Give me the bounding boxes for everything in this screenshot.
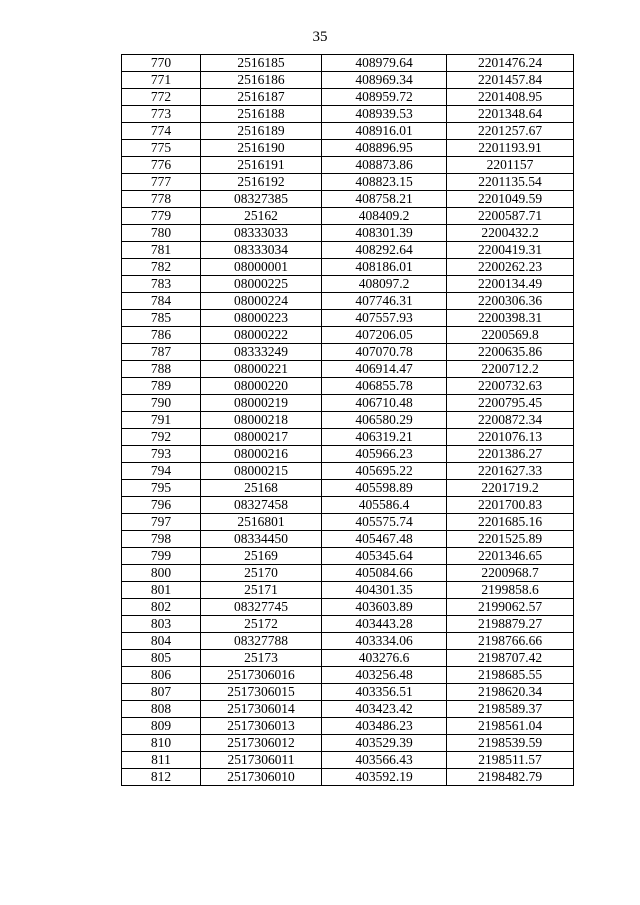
table-row <box>122 344 574 361</box>
x-coordinate-cell: 403443.28 <box>322 616 447 633</box>
point-number-cell: 789 <box>122 378 201 395</box>
point-number-cell: 809 <box>122 718 201 735</box>
point-number-cell: 794 <box>122 463 201 480</box>
point-number-cell: 793 <box>122 446 201 463</box>
table-row <box>122 480 574 497</box>
x-coordinate-cell: 406914.47 <box>322 361 447 378</box>
y-coordinate-cell: 2201049.59 <box>447 191 574 208</box>
y-coordinate-cell: 2200398.31 <box>447 310 574 327</box>
point-number-cell: 774 <box>122 123 201 140</box>
x-coordinate-cell: 403423.42 <box>322 701 447 718</box>
point-id-cell: 08334450 <box>201 531 322 548</box>
x-coordinate-cell: 408186.01 <box>322 259 447 276</box>
x-coordinate-cell: 408969.34 <box>322 72 447 89</box>
table-row <box>122 361 574 378</box>
point-number-cell: 798 <box>122 531 201 548</box>
point-number-cell: 787 <box>122 344 201 361</box>
y-coordinate-cell: 2201525.89 <box>447 531 574 548</box>
x-coordinate-cell: 407746.31 <box>322 293 447 310</box>
y-coordinate-cell: 2201135.54 <box>447 174 574 191</box>
point-number-cell: 807 <box>122 684 201 701</box>
point-number-cell: 781 <box>122 242 201 259</box>
point-number-cell: 772 <box>122 89 201 106</box>
y-coordinate-cell: 2201408.95 <box>447 89 574 106</box>
point-id-cell: 25170 <box>201 565 322 582</box>
point-id-cell: 25171 <box>201 582 322 599</box>
table-row <box>122 429 574 446</box>
y-coordinate-cell: 2200262.23 <box>447 259 574 276</box>
point-id-cell: 2517306010 <box>201 769 322 786</box>
point-number-cell: 785 <box>122 310 201 327</box>
x-coordinate-cell: 406710.48 <box>322 395 447 412</box>
table-row <box>122 548 574 565</box>
point-id-cell: 2517306016 <box>201 667 322 684</box>
point-number-cell: 779 <box>122 208 201 225</box>
table-row <box>122 446 574 463</box>
y-coordinate-cell: 2198685.55 <box>447 667 574 684</box>
table-row <box>122 565 574 582</box>
x-coordinate-cell: 405586.4 <box>322 497 447 514</box>
y-coordinate-cell: 2201386.27 <box>447 446 574 463</box>
x-coordinate-cell: 408409.2 <box>322 208 447 225</box>
y-coordinate-cell: 2201700.83 <box>447 497 574 514</box>
table-row <box>122 752 574 769</box>
y-coordinate-cell: 2201627.33 <box>447 463 574 480</box>
x-coordinate-cell: 403566.43 <box>322 752 447 769</box>
point-id-cell: 08000215 <box>201 463 322 480</box>
x-coordinate-cell: 405598.89 <box>322 480 447 497</box>
point-id-cell: 08000217 <box>201 429 322 446</box>
table-row <box>122 378 574 395</box>
y-coordinate-cell: 2200432.2 <box>447 225 574 242</box>
x-coordinate-cell: 406319.21 <box>322 429 447 446</box>
x-coordinate-cell: 407206.05 <box>322 327 447 344</box>
x-coordinate-cell: 408939.53 <box>322 106 447 123</box>
table-row <box>122 174 574 191</box>
table-row <box>122 769 574 786</box>
x-coordinate-cell: 405966.23 <box>322 446 447 463</box>
x-coordinate-cell: 408916.01 <box>322 123 447 140</box>
x-coordinate-cell: 408097.2 <box>322 276 447 293</box>
table-row <box>122 582 574 599</box>
x-coordinate-cell: 408896.95 <box>322 140 447 157</box>
point-number-cell: 771 <box>122 72 201 89</box>
point-number-cell: 803 <box>122 616 201 633</box>
y-coordinate-cell: 2198766.66 <box>447 633 574 650</box>
point-id-cell: 2516192 <box>201 174 322 191</box>
point-number-cell: 812 <box>122 769 201 786</box>
table-row <box>122 276 574 293</box>
point-id-cell: 08333034 <box>201 242 322 259</box>
point-id-cell: 08327788 <box>201 633 322 650</box>
table-row <box>122 514 574 531</box>
point-id-cell: 2516801 <box>201 514 322 531</box>
y-coordinate-cell: 2198589.37 <box>447 701 574 718</box>
table-row <box>122 684 574 701</box>
point-id-cell: 2516185 <box>201 55 322 72</box>
coordinates-table <box>121 54 574 786</box>
point-id-cell: 08000220 <box>201 378 322 395</box>
point-number-cell: 805 <box>122 650 201 667</box>
y-coordinate-cell: 2200134.49 <box>447 276 574 293</box>
point-id-cell: 08000224 <box>201 293 322 310</box>
x-coordinate-cell: 406580.29 <box>322 412 447 429</box>
x-coordinate-cell: 405695.22 <box>322 463 447 480</box>
point-number-cell: 783 <box>122 276 201 293</box>
table-row <box>122 123 574 140</box>
point-number-cell: 796 <box>122 497 201 514</box>
x-coordinate-cell: 403334.06 <box>322 633 447 650</box>
point-number-cell: 777 <box>122 174 201 191</box>
x-coordinate-cell: 408979.64 <box>322 55 447 72</box>
table-row <box>122 395 574 412</box>
table-row <box>122 327 574 344</box>
table-row <box>122 412 574 429</box>
y-coordinate-cell: 2200712.2 <box>447 361 574 378</box>
y-coordinate-cell: 2201157 <box>447 157 574 174</box>
y-coordinate-cell: 2198620.34 <box>447 684 574 701</box>
x-coordinate-cell: 408873.86 <box>322 157 447 174</box>
y-coordinate-cell: 2201076.13 <box>447 429 574 446</box>
point-number-cell: 802 <box>122 599 201 616</box>
table-row <box>122 497 574 514</box>
table-row <box>122 599 574 616</box>
point-number-cell: 795 <box>122 480 201 497</box>
y-coordinate-cell: 2201346.65 <box>447 548 574 565</box>
y-coordinate-cell: 2199858.6 <box>447 582 574 599</box>
point-number-cell: 775 <box>122 140 201 157</box>
y-coordinate-cell: 2200872.34 <box>447 412 574 429</box>
point-id-cell: 25173 <box>201 650 322 667</box>
table-row <box>122 650 574 667</box>
point-id-cell: 25168 <box>201 480 322 497</box>
point-id-cell: 25172 <box>201 616 322 633</box>
point-number-cell: 808 <box>122 701 201 718</box>
x-coordinate-cell: 407557.93 <box>322 310 447 327</box>
point-number-cell: 804 <box>122 633 201 650</box>
point-id-cell: 08000222 <box>201 327 322 344</box>
point-number-cell: 799 <box>122 548 201 565</box>
point-number-cell: 780 <box>122 225 201 242</box>
page-number: 35 <box>312 29 328 45</box>
x-coordinate-cell: 405467.48 <box>322 531 447 548</box>
x-coordinate-cell: 403256.48 <box>322 667 447 684</box>
y-coordinate-cell: 2201193.91 <box>447 140 574 157</box>
y-coordinate-cell: 2201457.84 <box>447 72 574 89</box>
x-coordinate-cell: 403356.51 <box>322 684 447 701</box>
x-coordinate-cell: 408959.72 <box>322 89 447 106</box>
table-row <box>122 208 574 225</box>
point-number-cell: 811 <box>122 752 201 769</box>
table-row <box>122 701 574 718</box>
point-id-cell: 08000216 <box>201 446 322 463</box>
point-number-cell: 800 <box>122 565 201 582</box>
y-coordinate-cell: 2200635.86 <box>447 344 574 361</box>
point-number-cell: 810 <box>122 735 201 752</box>
point-number-cell: 797 <box>122 514 201 531</box>
point-number-cell: 801 <box>122 582 201 599</box>
y-coordinate-cell: 2201476.24 <box>447 55 574 72</box>
y-coordinate-cell: 2198879.27 <box>447 616 574 633</box>
y-coordinate-cell: 2201348.64 <box>447 106 574 123</box>
point-id-cell: 08000225 <box>201 276 322 293</box>
point-number-cell: 791 <box>122 412 201 429</box>
y-coordinate-cell: 2201257.67 <box>447 123 574 140</box>
point-id-cell: 2516191 <box>201 157 322 174</box>
point-id-cell: 2517306015 <box>201 684 322 701</box>
point-id-cell: 08000219 <box>201 395 322 412</box>
x-coordinate-cell: 403592.19 <box>322 769 447 786</box>
x-coordinate-cell: 403529.39 <box>322 735 447 752</box>
y-coordinate-cell: 2198539.59 <box>447 735 574 752</box>
point-id-cell: 08000001 <box>201 259 322 276</box>
point-id-cell: 2516190 <box>201 140 322 157</box>
x-coordinate-cell: 403603.89 <box>322 599 447 616</box>
point-number-cell: 784 <box>122 293 201 310</box>
point-number-cell: 782 <box>122 259 201 276</box>
y-coordinate-cell: 2199062.57 <box>447 599 574 616</box>
point-id-cell: 08000218 <box>201 412 322 429</box>
y-coordinate-cell: 2198707.42 <box>447 650 574 667</box>
table-row <box>122 225 574 242</box>
point-number-cell: 776 <box>122 157 201 174</box>
point-id-cell: 08000223 <box>201 310 322 327</box>
x-coordinate-cell: 405345.64 <box>322 548 447 565</box>
point-number-cell: 806 <box>122 667 201 684</box>
x-coordinate-cell: 406855.78 <box>322 378 447 395</box>
y-coordinate-cell: 2200306.36 <box>447 293 574 310</box>
table-row <box>122 242 574 259</box>
point-id-cell: 08333249 <box>201 344 322 361</box>
table-row <box>122 140 574 157</box>
x-coordinate-cell: 405575.74 <box>322 514 447 531</box>
point-number-cell: 790 <box>122 395 201 412</box>
point-id-cell: 2517306014 <box>201 701 322 718</box>
x-coordinate-cell: 408823.15 <box>322 174 447 191</box>
x-coordinate-cell: 404301.35 <box>322 582 447 599</box>
table-row <box>122 463 574 480</box>
table-row <box>122 531 574 548</box>
table-row <box>122 633 574 650</box>
table-row <box>122 310 574 327</box>
point-id-cell: 2517306012 <box>201 735 322 752</box>
point-number-cell: 770 <box>122 55 201 72</box>
point-id-cell: 2517306013 <box>201 718 322 735</box>
table-row <box>122 157 574 174</box>
y-coordinate-cell: 2198561.04 <box>447 718 574 735</box>
x-coordinate-cell: 408292.64 <box>322 242 447 259</box>
table-row <box>122 259 574 276</box>
table-body <box>122 55 574 786</box>
table-row <box>122 55 574 72</box>
x-coordinate-cell: 405084.66 <box>322 565 447 582</box>
table-row <box>122 718 574 735</box>
table-row <box>122 293 574 310</box>
x-coordinate-cell: 408301.39 <box>322 225 447 242</box>
y-coordinate-cell: 2200968.7 <box>447 565 574 582</box>
point-id-cell: 08333033 <box>201 225 322 242</box>
point-id-cell: 08327385 <box>201 191 322 208</box>
y-coordinate-cell: 2200795.45 <box>447 395 574 412</box>
point-number-cell: 778 <box>122 191 201 208</box>
y-coordinate-cell: 2200587.71 <box>447 208 574 225</box>
point-number-cell: 788 <box>122 361 201 378</box>
y-coordinate-cell: 2201719.2 <box>447 480 574 497</box>
point-id-cell: 08000221 <box>201 361 322 378</box>
table-row <box>122 667 574 684</box>
y-coordinate-cell: 2200732.63 <box>447 378 574 395</box>
point-id-cell: 2516186 <box>201 72 322 89</box>
y-coordinate-cell: 2198511.57 <box>447 752 574 769</box>
y-coordinate-cell: 2198482.79 <box>447 769 574 786</box>
table-row <box>122 735 574 752</box>
y-coordinate-cell: 2200419.31 <box>447 242 574 259</box>
table-row <box>122 72 574 89</box>
point-id-cell: 2517306011 <box>201 752 322 769</box>
point-number-cell: 786 <box>122 327 201 344</box>
point-id-cell: 2516188 <box>201 106 322 123</box>
point-id-cell: 08327745 <box>201 599 322 616</box>
y-coordinate-cell: 2200569.8 <box>447 327 574 344</box>
table-row <box>122 106 574 123</box>
point-number-cell: 792 <box>122 429 201 446</box>
x-coordinate-cell: 403486.23 <box>322 718 447 735</box>
table-row <box>122 191 574 208</box>
point-id-cell: 25169 <box>201 548 322 565</box>
point-id-cell: 08327458 <box>201 497 322 514</box>
x-coordinate-cell: 408758.21 <box>322 191 447 208</box>
point-id-cell: 25162 <box>201 208 322 225</box>
point-number-cell: 773 <box>122 106 201 123</box>
table-row <box>122 89 574 106</box>
point-id-cell: 2516187 <box>201 89 322 106</box>
point-id-cell: 2516189 <box>201 123 322 140</box>
x-coordinate-cell: 403276.6 <box>322 650 447 667</box>
x-coordinate-cell: 407070.78 <box>322 344 447 361</box>
table-row <box>122 616 574 633</box>
y-coordinate-cell: 2201685.16 <box>447 514 574 531</box>
